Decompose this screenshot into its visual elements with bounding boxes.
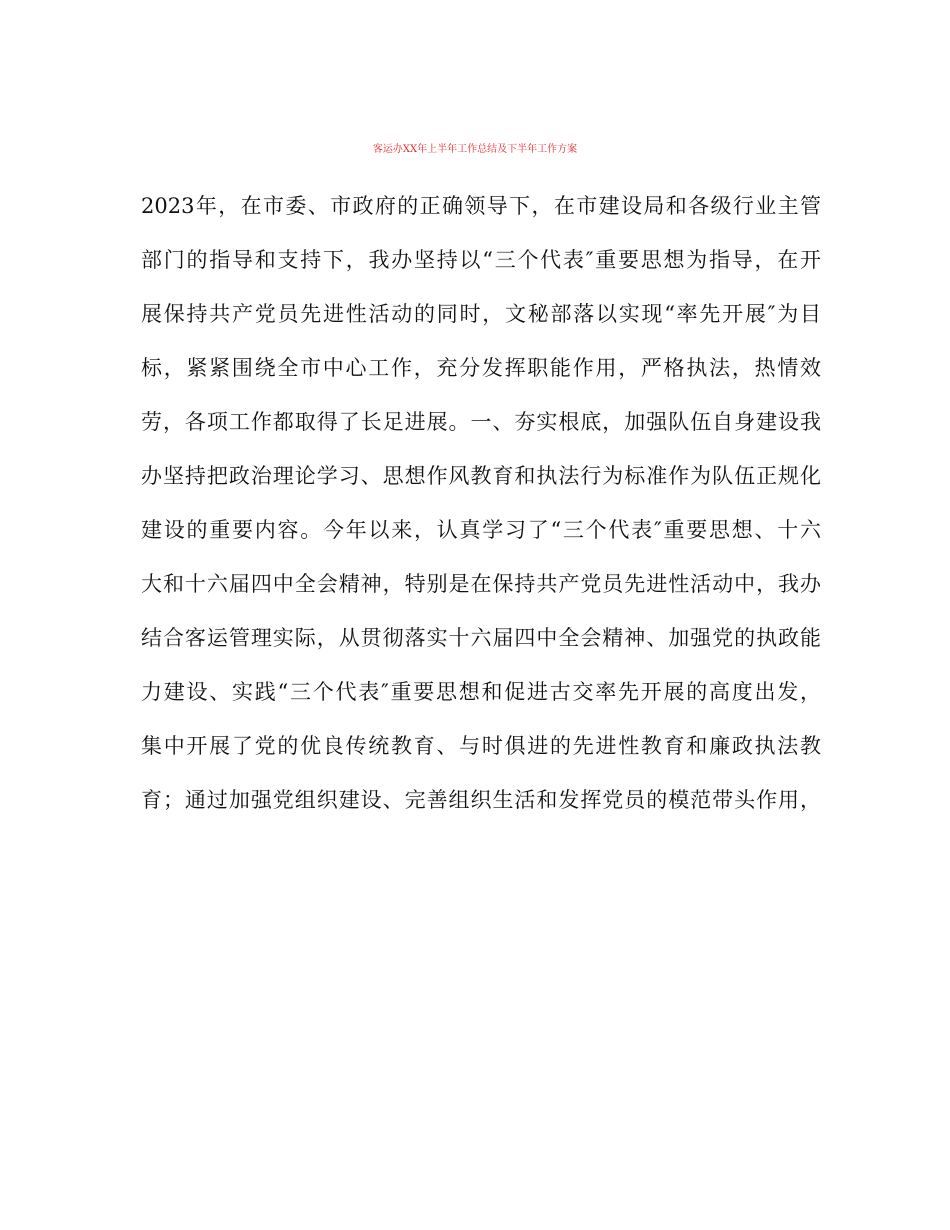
body-line: 展保持共产党员先进性活动的同时，文秘部落以实现“率先开展″为目	[141, 302, 821, 326]
body-line: 结合客运管理实际，从贯彻落实十六届四中全会精神、加强党的执政能	[141, 626, 821, 650]
body-line: 2023年，在市委、市政府的正确领导下，在市建设局和各级行业主管	[141, 194, 821, 218]
body-line: 部门的指导和支持下，我办坚持以“三个代表″重要思想为指导，在开	[141, 248, 821, 272]
document-body	[141, 186, 821, 834]
body-line: 大和十六届四中全会精神，特别是在保持共产党员先进性活动中，我办	[141, 572, 821, 596]
body-line: 劳，各项工作都取得了长足进展。一、夯实根底，加强队伍自身建设我	[141, 410, 821, 434]
body-line: 育；通过加强党组织建设、完善组织生活和发挥党员的模范带头作用，	[141, 788, 821, 812]
body-line: 办坚持把政治理论学习、思想作风教育和执法行为标准作为队伍正规化	[141, 464, 821, 488]
body-line: 力建设、实践“三个代表″重要思想和促进古交率先开展的高度出发，	[141, 680, 821, 704]
body-line: 集中开展了党的优良传统教育、与时俱进的先进性教育和廉政执法教	[141, 734, 821, 758]
body-line: 建设的重要内容。今年以来，认真学习了“三个代表″重要思想、十六	[141, 518, 821, 542]
document-title: 客运办XX年上半年工作总结及下半年工作方案	[372, 144, 578, 155]
body-line: 标，紧紧围绕全市中心工作，充分发挥职能作用，严格执法，热情效	[141, 356, 821, 380]
